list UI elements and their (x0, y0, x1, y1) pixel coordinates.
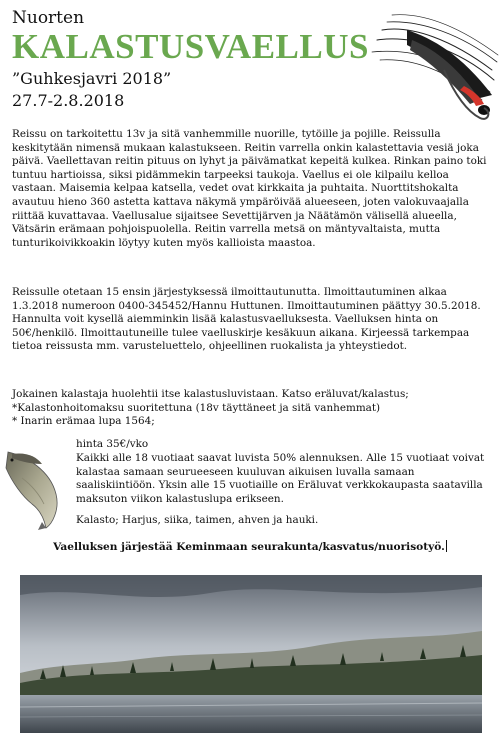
subtitle: ”Guhkesjavri 2018” (12, 69, 172, 88)
fish-species: Kalasto; Harjus, siika, taimen, ahven ja hauki. (76, 514, 319, 526)
permits-line-1: Jokainen kalastaja huolehtii itse kalastusluvistaan. Katso eräluvat/kalastus; (12, 388, 409, 400)
organizer-line (0, 540, 500, 554)
permits-line-3: * Inarin erämaa lupa 1564; (12, 415, 155, 428)
permit-price: hinta 35€/vko (76, 438, 149, 450)
lake-landscape-photo (20, 575, 482, 733)
fishing-fly-illustration (352, 0, 500, 130)
organizer-text: Vaelluksen järjestää Keminmaan seurakunta/kasvatus/nuorisotyö. (53, 541, 445, 553)
paragraph-registration: Reissulle otetaan 15 ensin järjestyksessä ilmoittautunutta. Ilmoittautuminen alkaa 1.3.2018 numeroon 0400-345452/Hannu Huttunen. Ilmoittautuminen päättyy 30.5.2018. Hannulta voit kysellä aiemminkin lisää kalastusvaelluksesta. Vaelluksen hinta on 50€/henkilö. Ilmoittautuneille tulee vaelluskirje kesäkuun aikana. Kirjeessä tarkempaa tietoa reissusta mm. varusteluettelo, ohjeellinen ruokalista ja yhteystiedot. (12, 286, 481, 353)
permit-discounts: Kaikki alle 18 vuotiaat saavat luvista 50% alennuksen. Alle 15 vuotiaat voivat kalastaa samaan seurueeseen kuuluvan aikuisen luvalla samaan saaliskiintiöön. Yksin alle 15 vuotiaille on Eräluvat verkkokaupasta saatavilla maksuton viikon kalastuslupa erikseen. (76, 452, 485, 505)
permits-line-2: *Kalastonhoitomaksu suoritettuna (18v täyttäneet ja sitä vanhemmat) (12, 401, 381, 414)
grayling-fish-illustration (2, 448, 64, 530)
dates: 27.7-2.8.2018 (12, 91, 125, 110)
paragraph-intro: Reissu on tarkoitettu 13v ja sitä vanhemmille nuorille, tytöille ja pojille. Reissulla keskitytään nimensä mukaan kalastukseen. Reitin varrella onkin kalastettavia vesiä joka päivä. Vaellettavan reitin pituus on lyhyt ja päivämatkat kepeitä kulkea. Rinkan paino toki tuntuu hartioissa, siksi pidämmekin tarpeeksi taukoja. Vaellus ei ole kilpailu kelloa vastaan. Maisemia kelpaa katsella, vedet ovat kirkkaita ja puhtaita. Nuorttitshokalta avautuu hieno 360 astetta kattava näkymä ympäröivää alueeseen, joten valokuvaajalla riittää kuvattavaa. Vaellusalue sijaitsee Sevettijärven ja Näätämön välisellä alueella, Vätsärin erämaan pohjoispuolella. Reitin varrella metsä on mäntyvaltaista, mutta tunturikoivikkoakin löytyy kuten myös kallioista maastoa. (12, 128, 487, 249)
text-cursor (446, 540, 447, 552)
kicker: Nuorten (12, 8, 85, 28)
page-title: KALASTUSVAELLUS (12, 27, 369, 66)
header (12, 8, 372, 112)
paragraph-permits (12, 388, 488, 429)
